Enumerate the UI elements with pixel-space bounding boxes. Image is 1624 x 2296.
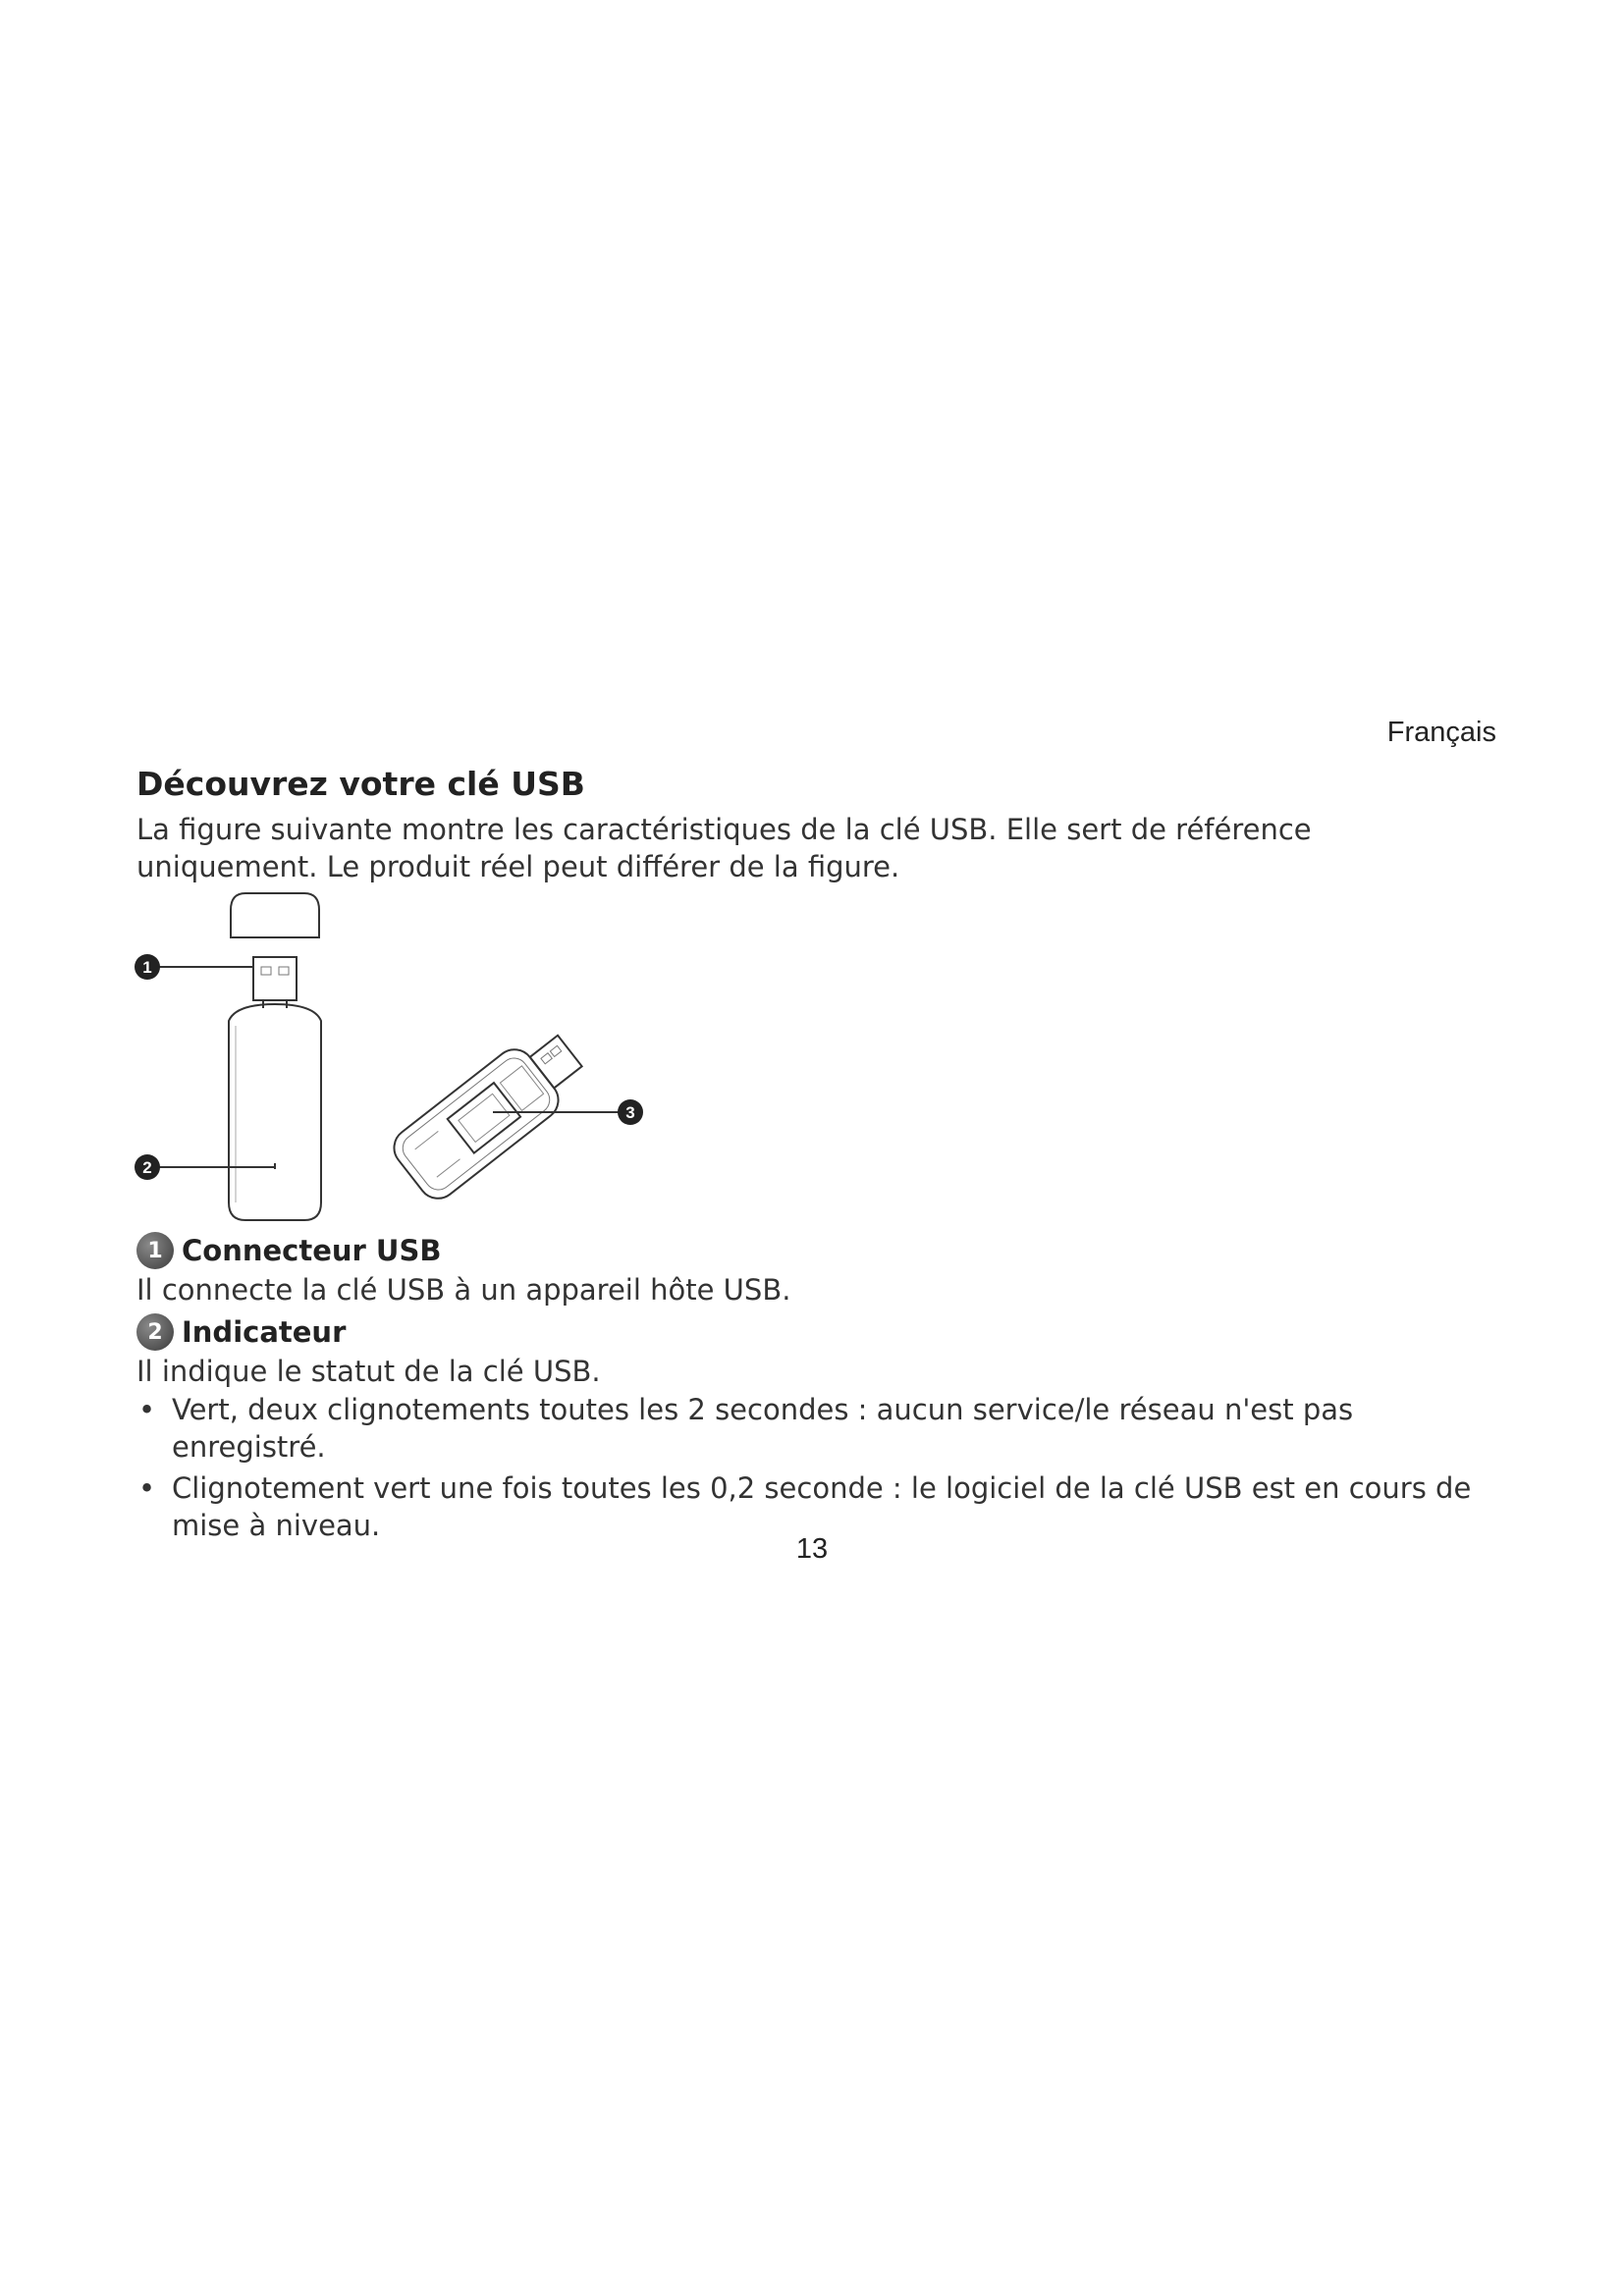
page-title: Découvrez votre clé USB — [136, 765, 585, 803]
svg-text:2: 2 — [142, 1158, 152, 1177]
list-item: • Clignotement vert une fois toutes les 0,2 seconde : le logiciel de la clé USB est en cours de mise à niveau. — [136, 1469, 1491, 1544]
indicator-status-list — [136, 1391, 1491, 1548]
page-number: 13 — [795, 1533, 829, 1565]
intro-paragraph: La figure suivante montre les caractéristiques de la clé USB. Elle sert de référence uniquement. Le produit réel peut différer de la figure. — [136, 813, 1312, 883]
sim-slot — [448, 1083, 520, 1153]
list-item: • Vert, deux clignotements toutes les 2 secondes : aucun service/le réseau n'est pas enregistré. — [136, 1391, 1491, 1466]
svg-text:1: 1 — [142, 958, 152, 977]
section-heading-label: Indicateur — [182, 1315, 347, 1349]
section-usb-connector-heading — [136, 1232, 441, 1269]
callout-2-icon — [135, 1154, 160, 1180]
section-heading-label: Connecteur USB — [182, 1234, 442, 1267]
usb-body — [229, 1004, 321, 1220]
section-usb-connector-text: Il connecte la clé USB à un appareil hôte USB. — [136, 1273, 791, 1307]
usb-connector — [253, 957, 297, 1000]
number-1-icon: 1 — [136, 1232, 174, 1269]
callout-3-icon — [618, 1099, 643, 1125]
section-indicator-heading — [136, 1313, 346, 1351]
section-indicator-text: Il indique le statut de la clé USB. — [136, 1355, 601, 1388]
callout-1-icon — [135, 954, 160, 980]
language-label: Français — [1386, 717, 1496, 748]
number-2-icon: 2 — [136, 1313, 174, 1351]
usb-stick-figure — [128, 888, 677, 1232]
svg-text:3: 3 — [625, 1103, 635, 1122]
usb-cap — [231, 893, 319, 937]
